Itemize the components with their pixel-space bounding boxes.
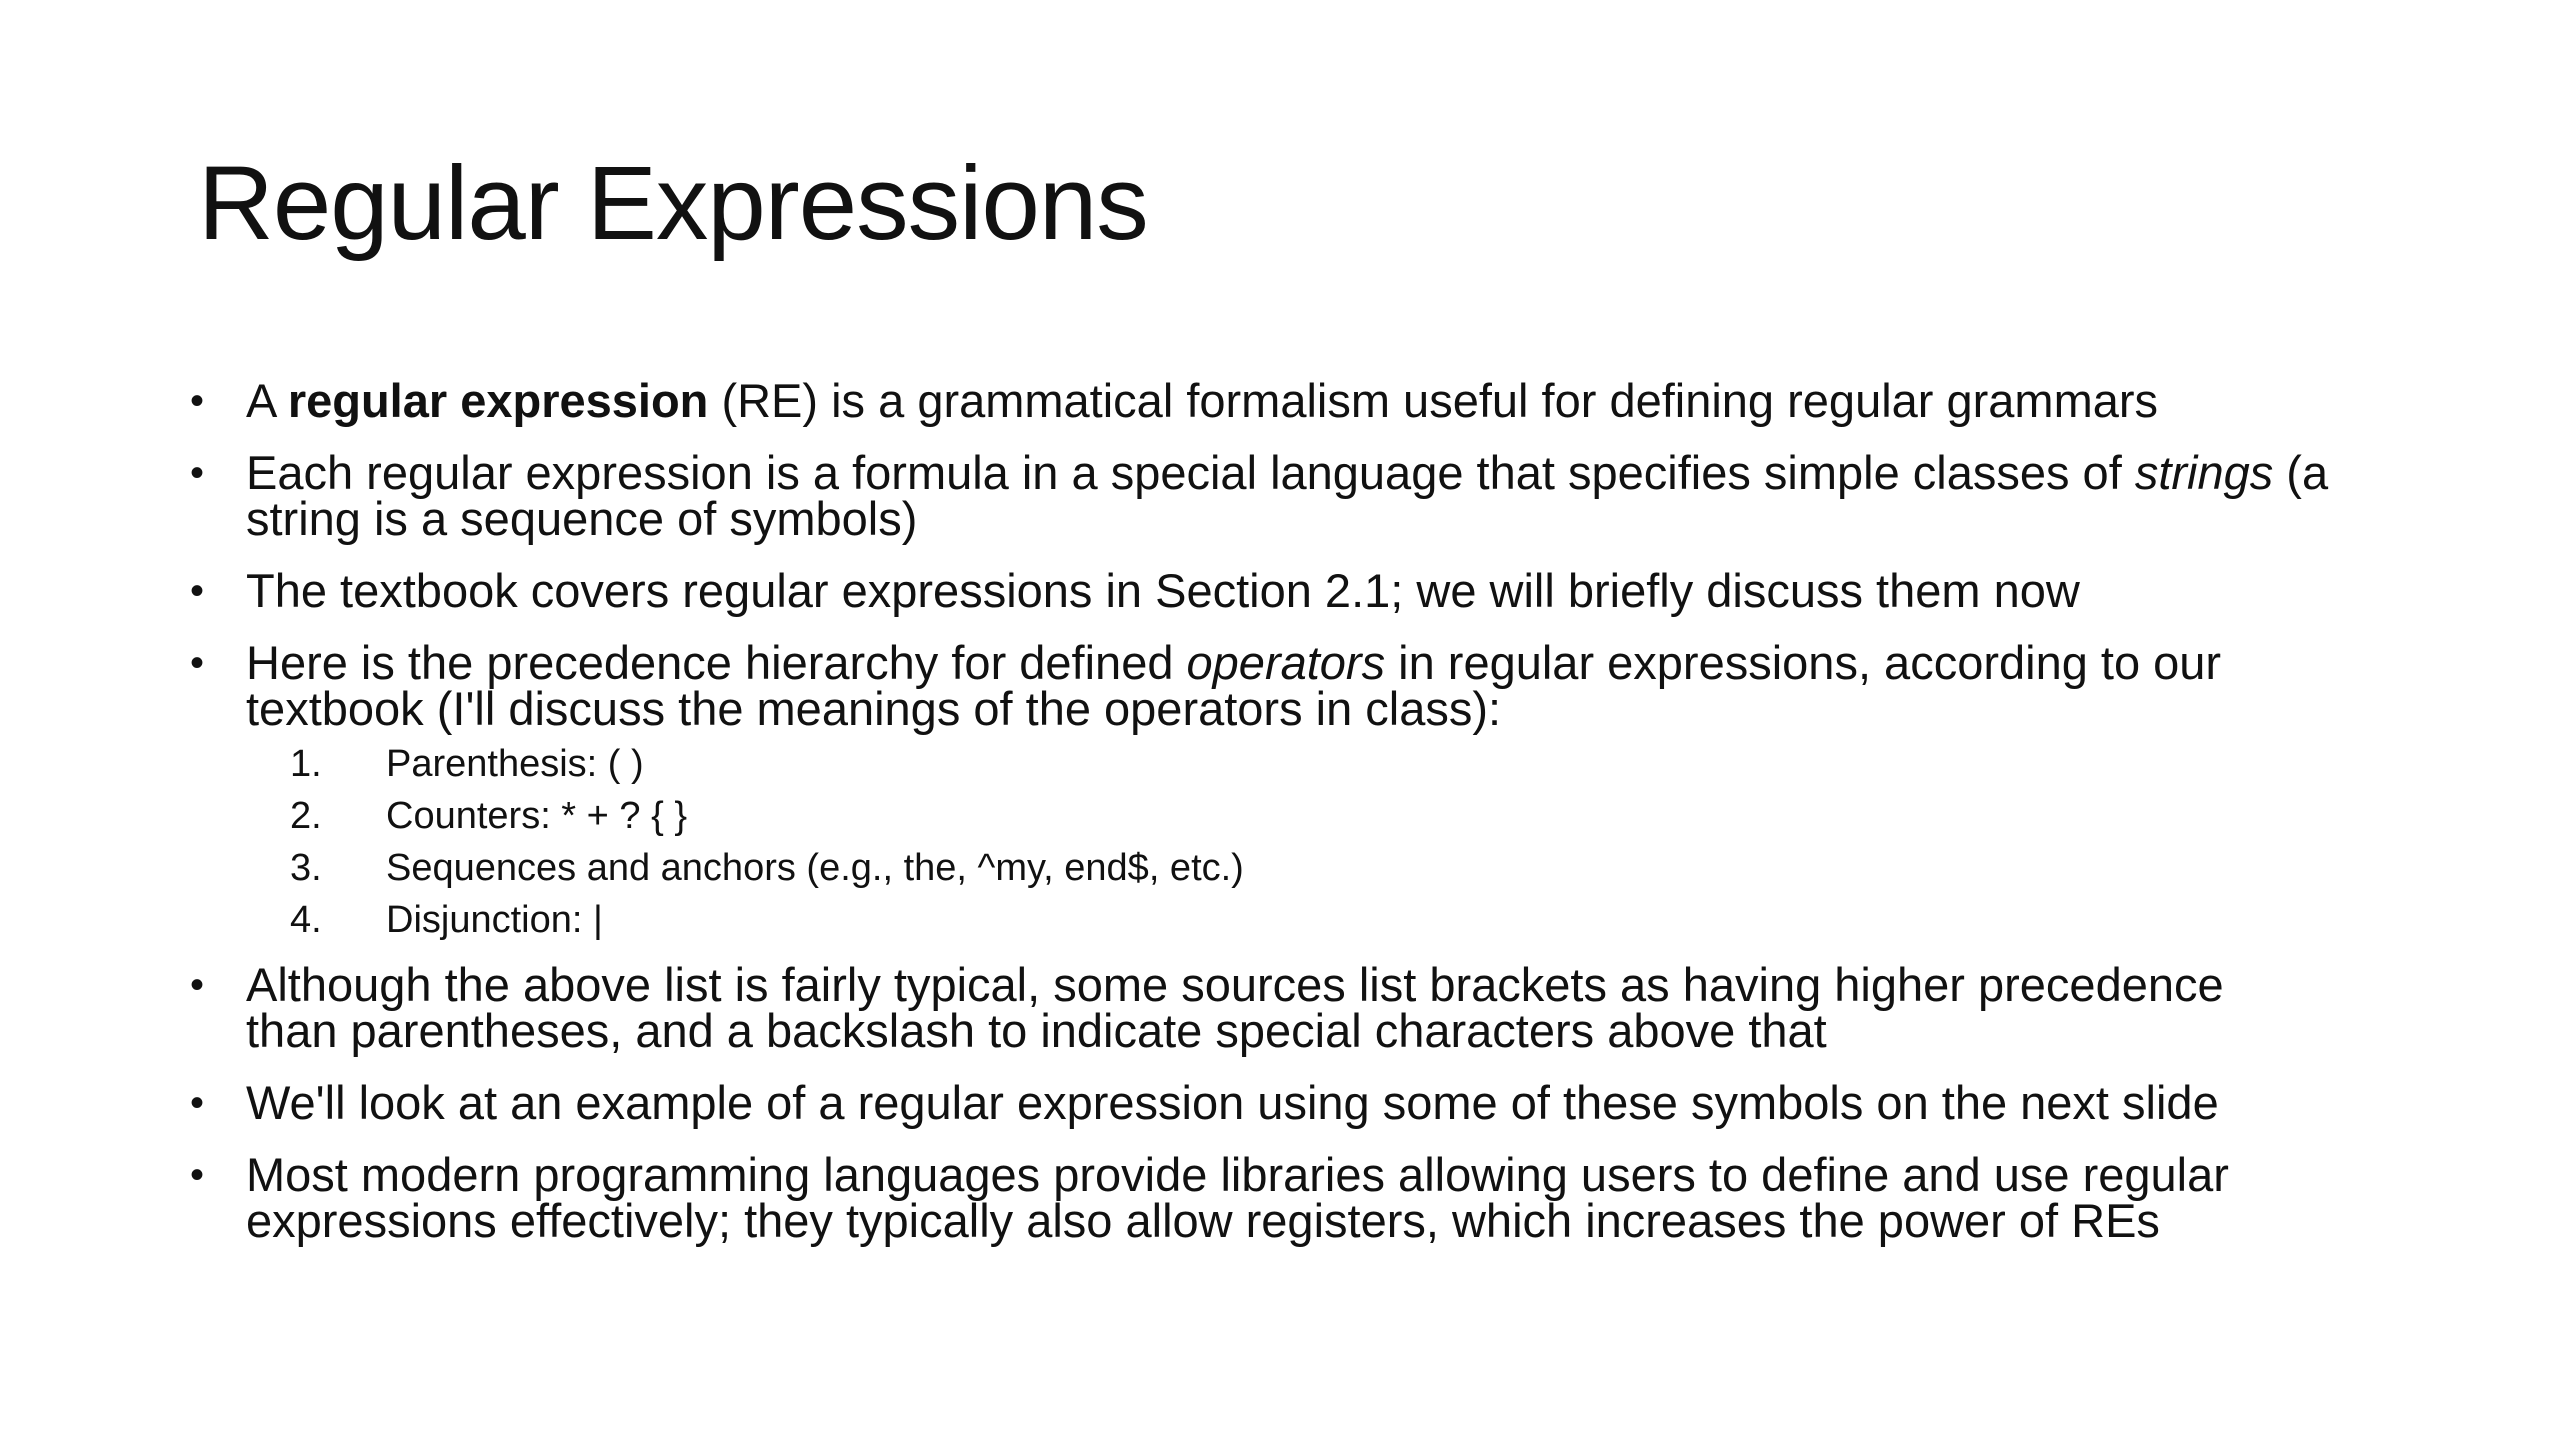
- bullet-item: [190, 1148, 2430, 1247]
- precedence-number: 4.: [290, 899, 322, 941]
- bullet-text: Each regular expression is a formula in a special language that specifies simple classes of: [246, 446, 2135, 499]
- bullet-text: (a: [2273, 446, 2329, 499]
- bullet-marker: •: [190, 569, 205, 613]
- bullet-line: than parentheses, and a backslash to indicate special characters above that: [246, 1004, 1827, 1057]
- precedence-text: Counters: * + ? { }: [386, 795, 688, 837]
- bullet-italic-term: operators: [1186, 636, 1386, 689]
- bullet-marker: •: [190, 379, 205, 423]
- bullet-item: [190, 636, 2430, 735]
- precedence-item: [290, 790, 2430, 842]
- bullet-line: We'll look at an example of a regular expression using some of these symbols on the next slide: [246, 1076, 2219, 1129]
- bullet-marker: •: [190, 963, 205, 1007]
- bullet-italic-term: strings: [2134, 446, 2274, 499]
- precedence-item: [290, 842, 2430, 894]
- precedence-number: 3.: [290, 847, 322, 889]
- bullet-line: expressions effectively; they typically also allow registers, which increases the power of REs: [246, 1194, 2160, 1247]
- bullet-line: The textbook covers regular expressions in Section 2.1; we will briefly discuss them now: [246, 564, 2080, 617]
- bullet-line: [246, 374, 2430, 427]
- bullet-item: [190, 1076, 2430, 1129]
- slide-body: [190, 374, 2430, 1270]
- slide-title: Regular Expressions: [198, 145, 1148, 262]
- precedence-text: Sequences and anchors (e.g., the, ^my, end$, etc.): [386, 847, 1244, 889]
- bullet-line: [246, 446, 2430, 499]
- precedence-number: 2.: [290, 795, 322, 837]
- bullet-bold-term: regular expression: [287, 374, 709, 427]
- bullet-line: textbook (I'll discuss the meanings of the operators in class):: [246, 682, 1502, 735]
- bullet-line: Although the above list is fairly typical, some sources list brackets as having higher precedence: [246, 958, 2224, 1011]
- bullet-item: [190, 958, 2430, 1057]
- bullet-item: [190, 374, 2430, 427]
- precedence-item: [290, 894, 2430, 946]
- precedence-item: [290, 738, 2430, 790]
- bullet-text: in regular expressions, according to our: [1385, 636, 2222, 689]
- bullet-line: string is a sequence of symbols): [246, 492, 918, 545]
- bullet-marker: •: [190, 451, 205, 495]
- bullet-marker: •: [190, 1153, 205, 1197]
- bullet-text: Here is the precedence hierarchy for defined: [246, 636, 1187, 689]
- bullet-marker: •: [190, 1081, 205, 1125]
- bullet-marker: •: [190, 641, 205, 685]
- precedence-list: [190, 738, 2430, 946]
- bullet-text: A: [246, 374, 288, 427]
- precedence-text: Parenthesis: ( ): [386, 743, 644, 785]
- bullet-line: [246, 636, 2430, 689]
- bullet-line: Most modern programming languages provide libraries allowing users to define and use regular: [246, 1148, 2229, 1201]
- precedence-text: Disjunction: |: [386, 899, 603, 941]
- bullet-text: (RE) is a grammatical formalism useful for defining regular grammars: [708, 374, 2159, 427]
- bullet-item: [190, 564, 2430, 617]
- bullet-item: [190, 446, 2430, 545]
- precedence-number: 1.: [290, 743, 322, 785]
